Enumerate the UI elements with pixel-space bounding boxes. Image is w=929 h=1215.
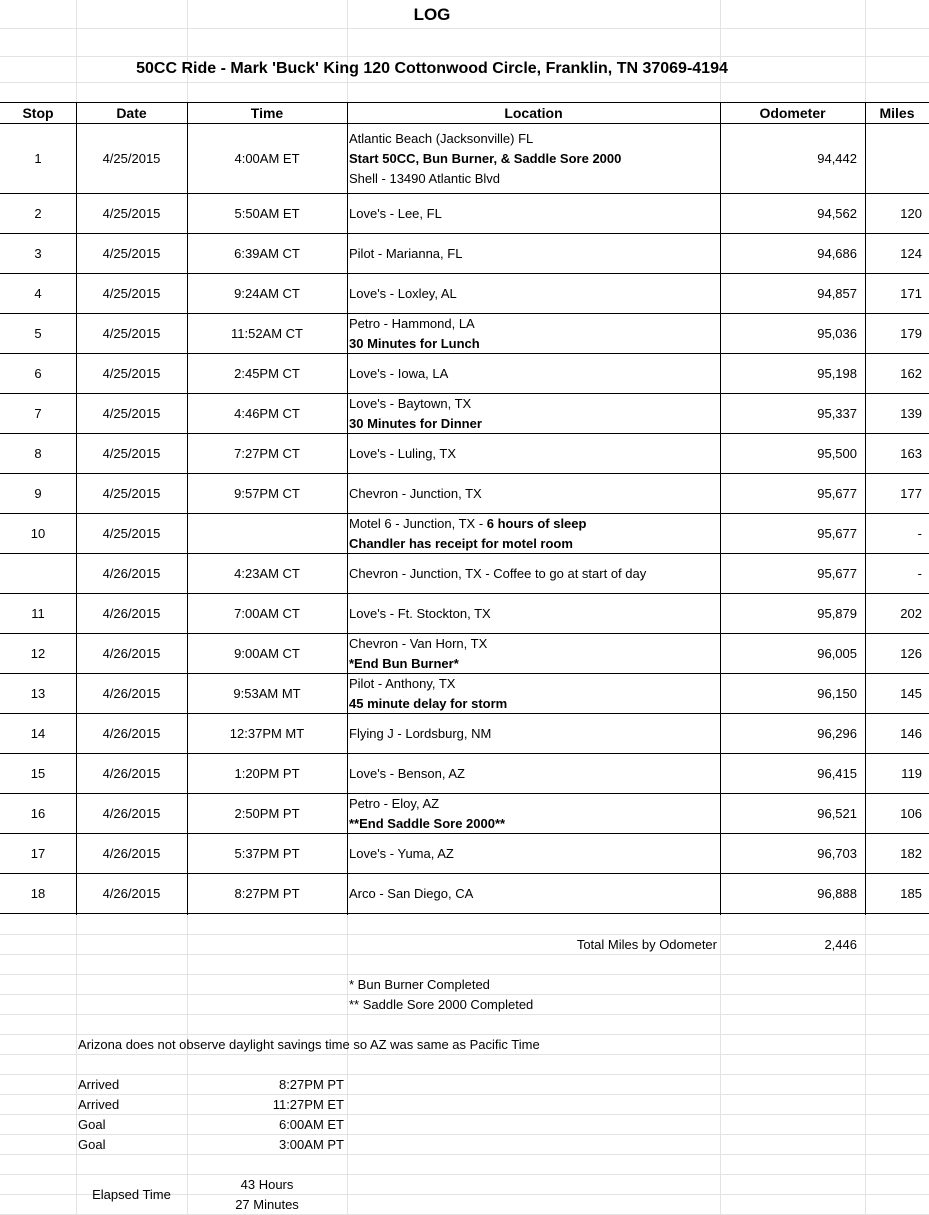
grid-line bbox=[0, 1114, 929, 1115]
grid-line bbox=[865, 915, 866, 1215]
grid-line bbox=[76, 915, 77, 1215]
leg-miles: 146 bbox=[900, 726, 922, 741]
leg-miles: - bbox=[917, 566, 922, 581]
elapsed-hours: 43 Hours bbox=[240, 1177, 294, 1192]
stop-number: 15 bbox=[30, 766, 46, 781]
log-row bbox=[0, 514, 929, 554]
odometer-reading: 96,005 bbox=[817, 646, 857, 661]
location-line bbox=[349, 844, 717, 864]
leg-miles: 182 bbox=[900, 846, 922, 861]
location-line bbox=[349, 724, 717, 744]
odometer-reading: 94,562 bbox=[817, 206, 857, 221]
leg-miles: 106 bbox=[900, 806, 922, 821]
stop-number: 8 bbox=[34, 446, 42, 461]
log-row bbox=[0, 474, 929, 514]
grid-line bbox=[347, 915, 348, 1215]
stop-time: 9:57PM CT bbox=[234, 486, 300, 501]
stop-date: 4/26/2015 bbox=[102, 606, 161, 621]
stop-location bbox=[349, 884, 717, 904]
stop-time: 6:39AM CT bbox=[234, 246, 300, 261]
leg-miles: 163 bbox=[900, 446, 922, 461]
grid-line bbox=[720, 915, 721, 1215]
log-row bbox=[0, 124, 929, 194]
stop-time: 2:45PM CT bbox=[234, 366, 300, 381]
stop-location bbox=[349, 604, 717, 624]
header-odometer: Odometer bbox=[759, 105, 826, 121]
leg-miles: 171 bbox=[900, 286, 922, 301]
leg-miles: 179 bbox=[900, 326, 922, 341]
location-line bbox=[349, 514, 717, 534]
total-miles-label: Total Miles by Odometer bbox=[576, 937, 717, 952]
location-line bbox=[349, 694, 717, 714]
location-text: Petro - Eloy, AZ bbox=[349, 796, 440, 811]
log-row bbox=[0, 874, 929, 914]
stop-time: 7:00AM CT bbox=[234, 606, 300, 621]
stop-number: 9 bbox=[34, 486, 42, 501]
stop-date: 4/25/2015 bbox=[102, 151, 161, 166]
header-miles: Miles bbox=[879, 105, 915, 121]
location-text: Motel 6 - Junction, TX - bbox=[349, 516, 487, 531]
stop-location bbox=[349, 394, 717, 434]
leg-miles: 202 bbox=[900, 606, 922, 621]
log-row bbox=[0, 274, 929, 314]
location-line bbox=[349, 284, 717, 304]
location-text: 45 minute delay for storm bbox=[349, 696, 508, 711]
stop-date: 4/25/2015 bbox=[102, 406, 161, 421]
log-row bbox=[0, 314, 929, 354]
stop-number: 3 bbox=[34, 246, 42, 261]
location-text: Love's - Yuma, AZ bbox=[349, 846, 454, 861]
leg-miles: 124 bbox=[900, 246, 922, 261]
header-date: Date bbox=[116, 105, 147, 121]
leg-miles: 139 bbox=[900, 406, 922, 421]
location-line bbox=[349, 129, 717, 149]
location-line bbox=[349, 654, 717, 674]
odometer-reading: 95,879 bbox=[817, 606, 857, 621]
log-row bbox=[0, 794, 929, 834]
log-row bbox=[0, 554, 929, 594]
stop-time: 12:37PM MT bbox=[229, 726, 305, 741]
location-text: Love's - Baytown, TX bbox=[349, 396, 472, 411]
leg-miles: 126 bbox=[900, 646, 922, 661]
location-line bbox=[349, 674, 717, 694]
location-line bbox=[349, 414, 717, 434]
log-row bbox=[0, 234, 929, 274]
stop-number: 18 bbox=[30, 886, 46, 901]
log-row bbox=[0, 434, 929, 474]
log-title: LOG bbox=[413, 5, 451, 24]
odometer-reading: 96,150 bbox=[817, 686, 857, 701]
header-stop: Stop bbox=[22, 105, 54, 121]
odometer-reading: 96,296 bbox=[817, 726, 857, 741]
log-row bbox=[0, 194, 929, 234]
stop-date: 4/25/2015 bbox=[102, 446, 161, 461]
leg-miles: 177 bbox=[900, 486, 922, 501]
stop-location bbox=[349, 514, 717, 554]
log-row bbox=[0, 754, 929, 794]
summary-value: 11:27PM ET bbox=[272, 1097, 344, 1112]
grid-line bbox=[0, 1134, 929, 1135]
grid-line bbox=[0, 82, 929, 83]
grid-line bbox=[0, 28, 929, 29]
stop-number: 4 bbox=[34, 286, 42, 301]
location-line bbox=[349, 884, 717, 904]
location-text: Love's - Loxley, AL bbox=[349, 286, 457, 301]
location-line bbox=[349, 564, 717, 584]
stop-time: 9:24AM CT bbox=[234, 286, 300, 301]
stop-number: 12 bbox=[30, 646, 46, 661]
location-line bbox=[349, 444, 717, 464]
location-line bbox=[349, 814, 717, 834]
summary-value: 3:00AM PT bbox=[278, 1137, 344, 1152]
summary-label: Arrived bbox=[78, 1097, 120, 1112]
grid-line bbox=[0, 1154, 929, 1155]
stop-date: 4/26/2015 bbox=[102, 686, 161, 701]
location-line bbox=[349, 604, 717, 624]
stop-location bbox=[349, 204, 717, 224]
leg-miles: 120 bbox=[900, 206, 922, 221]
stop-location bbox=[349, 284, 717, 304]
stop-date: 4/26/2015 bbox=[102, 846, 161, 861]
stop-number: 1 bbox=[34, 151, 42, 166]
stop-time: 9:00AM CT bbox=[234, 646, 300, 661]
grid-line bbox=[0, 56, 929, 57]
stop-time: 4:46PM CT bbox=[234, 406, 300, 421]
location-text: Love's - Lee, FL bbox=[349, 206, 442, 221]
odometer-reading: 96,888 bbox=[817, 886, 857, 901]
stop-time: 5:37PM PT bbox=[234, 846, 300, 861]
stop-date: 4/26/2015 bbox=[102, 726, 161, 741]
location-line bbox=[349, 634, 717, 654]
location-line bbox=[349, 204, 717, 224]
grid-line bbox=[0, 1174, 929, 1175]
stop-location bbox=[349, 724, 717, 744]
odometer-reading: 95,337 bbox=[817, 406, 857, 421]
location-text: Flying J - Lordsburg, NM bbox=[349, 726, 492, 741]
summary-value: 8:27PM PT bbox=[278, 1077, 344, 1092]
stop-date: 4/25/2015 bbox=[102, 206, 161, 221]
leg-miles: - bbox=[917, 526, 922, 541]
grid-line bbox=[187, 915, 188, 1215]
stop-location bbox=[349, 444, 717, 464]
log-row bbox=[0, 834, 929, 874]
stop-date: 4/26/2015 bbox=[102, 646, 161, 661]
location-line bbox=[349, 394, 717, 414]
stop-number: 10 bbox=[30, 526, 46, 541]
footnote-saddle-sore: ** Saddle Sore 2000 Completed bbox=[349, 997, 534, 1012]
log-row bbox=[0, 394, 929, 434]
location-text: Start 50CC, Bun Burner, & Saddle Sore 2000 bbox=[349, 151, 622, 166]
stop-time: 8:27PM PT bbox=[234, 886, 300, 901]
log-row bbox=[0, 634, 929, 674]
odometer-reading: 95,500 bbox=[817, 446, 857, 461]
grid-line bbox=[865, 0, 866, 102]
location-text: 30 Minutes for Lunch bbox=[349, 336, 480, 351]
location-line bbox=[349, 314, 717, 334]
stop-location bbox=[349, 634, 717, 674]
odometer-reading: 94,686 bbox=[817, 246, 857, 261]
stop-location bbox=[349, 794, 717, 834]
footnote-bun-burner: * Bun Burner Completed bbox=[349, 977, 490, 992]
odometer-reading: 96,415 bbox=[817, 766, 857, 781]
stop-number: 7 bbox=[34, 406, 42, 421]
log-row bbox=[0, 714, 929, 754]
stop-number: 14 bbox=[30, 726, 46, 741]
stop-location bbox=[349, 244, 717, 264]
stop-location bbox=[349, 844, 717, 864]
location-text: 30 Minutes for Dinner bbox=[349, 416, 482, 431]
location-text: Chevron - Junction, TX bbox=[349, 486, 482, 501]
stop-date: 4/26/2015 bbox=[102, 566, 161, 581]
location-text: **End Saddle Sore 2000** bbox=[349, 816, 506, 831]
stop-date: 4/26/2015 bbox=[102, 806, 161, 821]
ride-subtitle: 50CC Ride - Mark 'Buck' King 120 Cottonwood Circle, Franklin, TN 37069-4194 bbox=[136, 60, 728, 77]
location-text: Love's - Iowa, LA bbox=[349, 366, 449, 381]
stop-date: 4/25/2015 bbox=[102, 486, 161, 501]
odometer-reading: 94,857 bbox=[817, 286, 857, 301]
location-text: Shell - 13490 Atlantic Blvd bbox=[349, 171, 501, 186]
stop-location bbox=[349, 564, 717, 584]
summary-label: Arrived bbox=[78, 1077, 120, 1092]
stop-time: 4:00AM ET bbox=[234, 151, 300, 166]
grid-line bbox=[0, 1074, 929, 1075]
leg-miles: 145 bbox=[900, 686, 922, 701]
location-text: Atlantic Beach (Jacksonville) FL bbox=[349, 131, 534, 146]
grid-line bbox=[0, 1094, 929, 1095]
stop-time: 9:53AM MT bbox=[233, 686, 301, 701]
stop-date: 4/25/2015 bbox=[102, 366, 161, 381]
location-text: Arco - San Diego, CA bbox=[349, 886, 474, 901]
leg-miles: 162 bbox=[900, 366, 922, 381]
log-row bbox=[0, 674, 929, 714]
location-line bbox=[349, 764, 717, 784]
odometer-reading: 95,677 bbox=[817, 486, 857, 501]
location-text: Chevron - Van Horn, TX bbox=[349, 636, 488, 651]
stop-location bbox=[349, 764, 717, 784]
stop-time: 11:52AM CT bbox=[230, 326, 303, 341]
stop-date: 4/26/2015 bbox=[102, 766, 161, 781]
location-note: 6 hours of sleep bbox=[486, 516, 587, 531]
odometer-reading: 96,703 bbox=[817, 846, 857, 861]
location-text: Chevron - Junction, TX - Coffee to go at start of day bbox=[349, 566, 647, 581]
location-line bbox=[349, 334, 717, 354]
arizona-time-note: Arizona does not observe daylight savings time so AZ was same as Pacific Time bbox=[78, 1037, 540, 1052]
leg-miles: 119 bbox=[901, 766, 922, 781]
stop-number: 6 bbox=[34, 366, 42, 381]
elapsed-minutes: 27 Minutes bbox=[235, 1197, 299, 1212]
odometer-reading: 95,036 bbox=[817, 326, 857, 341]
location-line bbox=[349, 794, 717, 814]
location-text: *End Bun Burner* bbox=[349, 656, 459, 671]
summary-label: Goal bbox=[78, 1137, 106, 1152]
stop-location bbox=[349, 129, 717, 189]
stop-time: 5:50AM ET bbox=[234, 206, 300, 221]
location-text: Pilot - Marianna, FL bbox=[349, 246, 463, 261]
location-line bbox=[349, 169, 717, 189]
stop-number: 11 bbox=[31, 606, 45, 621]
odometer-reading: 96,521 bbox=[817, 806, 857, 821]
stop-location bbox=[349, 674, 717, 714]
stop-number: 13 bbox=[30, 686, 46, 701]
stop-time: 1:20PM PT bbox=[234, 766, 300, 781]
odometer-reading: 95,677 bbox=[817, 566, 857, 581]
stop-number: 5 bbox=[34, 326, 42, 341]
log-row bbox=[0, 594, 929, 634]
location-line bbox=[349, 244, 717, 264]
odometer-reading: 95,198 bbox=[817, 366, 857, 381]
location-text: Pilot - Anthony, TX bbox=[349, 676, 456, 691]
location-line bbox=[349, 484, 717, 504]
location-text: Chandler has receipt for motel room bbox=[349, 536, 573, 551]
stop-location bbox=[349, 314, 717, 354]
odometer-reading: 94,442 bbox=[817, 151, 857, 166]
stop-date: 4/25/2015 bbox=[102, 326, 161, 341]
location-line bbox=[349, 149, 717, 169]
stop-location bbox=[349, 484, 717, 504]
location-line bbox=[349, 364, 717, 384]
stop-number: 17 bbox=[30, 846, 46, 861]
total-miles-value: 2,446 bbox=[824, 937, 857, 952]
leg-miles: 185 bbox=[900, 886, 922, 901]
stop-time: 7:27PM CT bbox=[234, 446, 300, 461]
stop-time: 2:50PM PT bbox=[234, 806, 300, 821]
summary-label: Goal bbox=[78, 1117, 106, 1132]
summary-value: 6:00AM ET bbox=[278, 1117, 344, 1132]
stop-date: 4/25/2015 bbox=[102, 286, 161, 301]
header-time: Time bbox=[250, 105, 284, 121]
location-text: Love's - Ft. Stockton, TX bbox=[349, 606, 491, 621]
stop-location bbox=[349, 364, 717, 384]
stop-date: 4/25/2015 bbox=[102, 526, 161, 541]
stop-number: 2 bbox=[34, 206, 42, 221]
location-text: Petro - Hammond, LA bbox=[349, 316, 475, 331]
stop-date: 4/25/2015 bbox=[102, 246, 161, 261]
stop-time: 4:23AM CT bbox=[234, 566, 300, 581]
stop-number: 16 bbox=[30, 806, 46, 821]
header-location: Location bbox=[504, 105, 563, 121]
location-text: Love's - Luling, TX bbox=[349, 446, 457, 461]
elapsed-time-label: Elapsed Time bbox=[92, 1187, 171, 1202]
location-line bbox=[349, 534, 717, 554]
stop-date: 4/26/2015 bbox=[102, 886, 161, 901]
odometer-reading: 95,677 bbox=[817, 526, 857, 541]
location-text: Love's - Benson, AZ bbox=[349, 766, 465, 781]
log-row bbox=[0, 354, 929, 394]
